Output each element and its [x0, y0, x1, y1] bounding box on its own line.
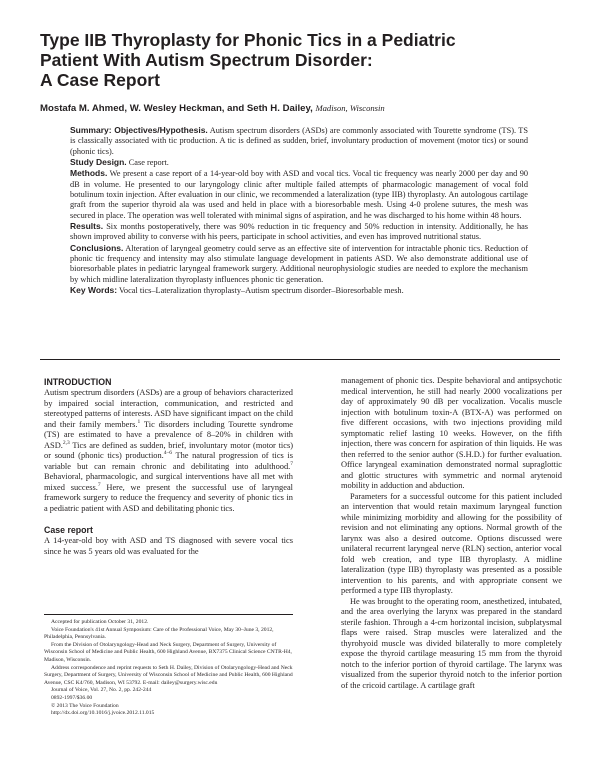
abstract: [70, 125, 528, 297]
intro-text-b: Tic disorders including Tourette syndrome (TS) are estimated to have a prevalence of 8–20% in children with ASD.: [44, 419, 293, 450]
right-paragraph-2: Parameters for a successful outcome for this patient included an intervention that would retain maximum laryngeal function while minimizing morbidity and allowing for the possibility of revision and not eliminating any options. Normal growth of the larynx was also a desired outcome. Options discussed were unilateral recurrent laryngeal nerve (RLN) section, anterior vocal fold web creation, and type IIB thyroplasty. A midline lateralization (type IIB) thyroplasty was presented as a possible intervention to his parents, and with appropriate consent we performed a type IIB thyroplasty.: [341, 491, 562, 595]
introduction-paragraph: [44, 388, 293, 514]
intro-text-a: Autism spectrum disorders (ASDs) are a group of behaviors characterized by impaired social interaction, communication, and restricted and stereotyped patterns of interests. ASD have significant impact on the child and their family members.: [44, 388, 293, 429]
footnote-journal: Journal of Voice, Vol. 27, No. 2, pp. 242-244: [51, 687, 152, 694]
case-report-paragraph: A 14-year-old boy with ASD and TS diagnosed with severe vocal tics since he was 5 years old was evaluated for the: [44, 536, 293, 556]
intro-text-c: Tics are defined as sudden, brief, involuntary motor (motor tics) or sound (phonic tics) production.: [44, 440, 293, 460]
citation-ref[interactable]: 2,3: [62, 439, 70, 446]
footnote-presented: Voice Foundation's 41st Annual Symposium: Care of the Professional Voice, May 30–June 3, 2012, Philadelphia, Pennsylvania.: [44, 626, 274, 641]
abstract-methods: [70, 168, 528, 221]
methods-text: We present a case report of a 14-year-old boy with ASD and vocal tics. Vocal tic frequency was nearly 2000 per day and 90 dB in volume. He presented to our laryngology clinic after multiple failed attempts of pharmacologic management of vocal fold botulinum toxin injection. After evaluation in our clinic, we recommended a lateralization (type IIB) thyroplasty. An autologous cartilage graft from the superior thyroid ala was used and held in place with a bioresorbable mesh. Using 4-0 prolene sutures, the mesh was secured in place. The operation was well tolerated with minimal signs of aspiration, and he was discharged to his home within 48 hours.: [70, 169, 528, 220]
title-line-2: Patient With Autism Spectrum Disorder:: [40, 50, 373, 70]
intro-text-e: Behavioral, pharmacologic, and surgical interventions have all met with mixed success.: [44, 472, 293, 492]
doi-link[interactable]: http://dx.doi.org/10.1016/j.jvoice.2012.11.015: [51, 710, 155, 717]
summary-text: Autism spectrum disorders (ASDs) are commonly associated with Tourette syndrome (TS). TS is classically associated with tic production. A tic is defined as sudden, brief, involuntary production of movement (motor tics) or sound (phonic tics).: [70, 126, 528, 156]
keywords-label: Key Words:: [70, 285, 118, 296]
author-names: Mostafa M. Ahmed, W. Wesley Heckman, and Seth H. Dailey,: [40, 103, 313, 114]
abstract-summary: [70, 125, 528, 157]
citation-ref[interactable]: 7: [97, 481, 101, 488]
conclusions-label: Conclusions.: [70, 242, 124, 253]
design-label: Study Design.: [70, 157, 127, 168]
abstract-results: [70, 221, 528, 243]
footnote-accepted: Accepted for publication October 31, 2012.: [51, 619, 149, 625]
footnote-copyright: © 2013 The Voice Foundation: [51, 702, 119, 709]
results-text: Six months postoperatively, there was 90% reduction in tic frequency and 50% reduction in intensity. Additionally, he has shown improved ability to converse with his peers, participate in school activities, and even has improved nutritional status.: [70, 222, 528, 242]
keywords-text: Vocal tics–Lateralization thyroplasty–Autism spectrum disorder–Bioresorbable mesh.: [119, 286, 404, 296]
abstract-design: [70, 157, 528, 168]
footnote-divider: [44, 614, 293, 615]
introduction-heading: INTRODUCTION: [44, 377, 112, 387]
footnote-correspondence: [44, 665, 293, 688]
title-line-1: Type IIB Thyroplasty for Phonic Tics in a Pediatric: [40, 30, 456, 50]
abstract-keywords: [70, 285, 528, 296]
design-text: Case report.: [128, 158, 169, 168]
left-column: [44, 376, 293, 557]
footnotes: [44, 619, 293, 718]
right-column: [341, 376, 562, 691]
methods-label: Methods.: [70, 168, 108, 179]
footnote-from: From the Division of Otolaryngology-Head and Neck Surgery, Department of Surgery, University of Wisconsin School of Medicine and Public Health, 600 Highland Avenue, BX7375 Clinical Science CNTR-H4, Madison, Wisconsin.: [44, 641, 292, 663]
article-title: [40, 30, 540, 90]
citation-ref[interactable]: 7: [290, 460, 293, 467]
citation-ref[interactable]: 1: [137, 418, 141, 425]
right-paragraph-1: management of phonic tics. Despite behavioral and antipsychotic medical intervention, he still had nearly 2000 vocalizations per day of approximately 90 dB per vocalization. Vocalis muscle injection with botulinum toxin-A (BTX-A) was performed on five different occasions, with two injections providing mild symptomatic relief lasting 10 weeks. However, on the fifth injection, there was concern for aspiration of thin liquids. He was then referred to the senior author (S.H.D.) for further evaluation. Office laryngeal examination demonstrated normal supraglottic and glottic structures with symmetric and normal arytenoid mobility in adduction and abduction.: [341, 376, 562, 490]
email-link[interactable]: dailey@surgery.wisc.edu: [161, 679, 218, 686]
summary-label: Summary: Objectives/Hypothesis.: [70, 125, 208, 135]
abstract-conclusions: [70, 243, 528, 285]
correspondence-text: Address correspondence and reprint requests to Seth H. Dailey, Division of Otolaryngology-Head and Neck Surgery, Department of Surgery, University of Wisconsin School of Medicine and Public Health, 600 Highland Avenue, CSC K4/760, Madison, WI 53792. E-mail:: [44, 664, 293, 686]
author-line: [40, 103, 560, 114]
footnote-issn: 0892-1997/$36.00: [51, 694, 93, 701]
results-label: Results.: [70, 221, 104, 232]
conclusions-text: Alteration of laryngeal geometry could serve as an effective site of intervention for intractable phonic tics. Reduction of phonic tic frequency and intensity may also stimulate language development in patients ASD. We also demonstrate additional use of bioresorbable plates in pediatric laryngeal framework surgery. Additional neurophysiologic studies are needed to explore the mechanism by which midline lateralization thyroplasty influences phonic tic generation.: [70, 243, 528, 284]
affiliation: Madison, Wisconsin: [315, 103, 385, 113]
intro-text-d: The natural progression of tics is variable but can remain chronic and debilitating into adulthood.: [44, 451, 293, 471]
case-report-heading: Case report: [44, 525, 93, 535]
right-paragraph-3: He was brought to the operating room, anesthetized, intubated, and the area overlying the larynx was prepared in the standard sterile fashion. Through a 4-cm horizontal incision, subplatysmal flaps were raised. Strap muscles were lateralized and the thyrohyoid muscle was divided bilaterally to more completely expose the thyroid cartilage measuring 15 mm from the thyroid notch to the inferior portion of thyroid cartilage. The larynx was visualized from the superior thyroid notch to the inferior portion of the cricoid cartilage. A cartilage graft: [341, 596, 562, 690]
intro-text-f: Here, we present the successful use of laryngeal framework surgery to reduce the frequency and severity of phonic tics in a pediatric patient with ASD and debilitating phonic tics.: [44, 482, 293, 513]
abstract-divider: [40, 359, 560, 360]
title-line-3: A Case Report: [40, 70, 160, 90]
citation-ref[interactable]: 4–6: [163, 450, 173, 456]
